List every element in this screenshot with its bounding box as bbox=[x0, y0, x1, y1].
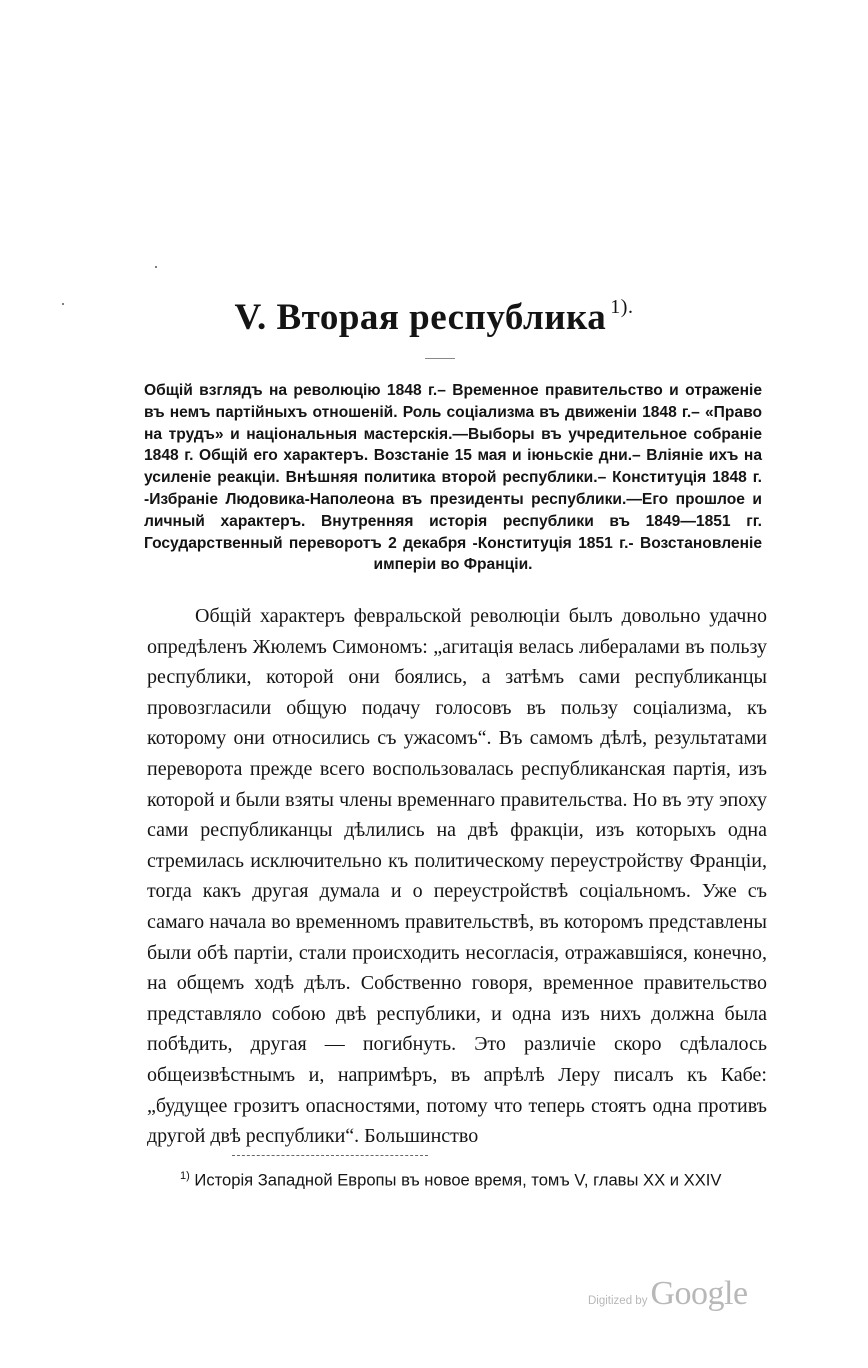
google-logo: Google bbox=[650, 1275, 748, 1312]
chapter-summary: Общій взглядъ на революцію 1848 г.– Временное правительство и отраженіе въ немъ партійныхъ отношеній. Роль соціализма въ движеніи 1848 г.– «Право на трудъ» и національныя мастерскія.—Выборы въ учредительное собраніе 1848 г. Общій его характеръ. Возстаніе 15 мая и іюньскіе дни.– Вліяніе ихъ на усиленіе реакціи. Внѣшняя политика второй республики.– Конституція 1848 г. -Избраніе Людовика-Наполеона въ президенты республики.—Его прошлое и личный характеръ. Внутренняя исторія республики въ 1849—1851 гг. Государственный переворотъ 2 декабря -Конституція 1851 г.- Возстановленіе имперіи во Франціи. bbox=[144, 382, 762, 574]
footnote-text: Исторія Западной Европы въ новое время, томъ V, главы XX и XXIV bbox=[194, 1170, 722, 1190]
digitized-watermark bbox=[588, 1275, 748, 1313]
chapter-title-text: V. Вторая республика bbox=[234, 297, 607, 338]
footnote bbox=[180, 1165, 770, 1192]
footnote-divider bbox=[232, 1155, 428, 1156]
title-divider bbox=[425, 358, 455, 359]
chapter-title bbox=[0, 296, 868, 339]
body-text bbox=[147, 601, 767, 1152]
digitized-by-label: Digitized by bbox=[588, 1295, 648, 1307]
body-paragraph: Общій характеръ февральской революціи былъ довольно удачно опредѣленъ Жюлемъ Симономъ: „агитація велась либералами въ пользу республики, которой они боялись, а затѣмъ сами республиканцы провозгласили общую подачу голосовъ въ пользу соціализма, къ которому они относились съ ужасомъ“. Въ самомъ дѣлѣ, результатами переворота прежде всего воспользовалась республиканская партія, изъ которой и были взяты члены временнаго правительства. Но въ эту эпоху сами республиканцы дѣлились на двѣ фракціи, изъ которыхъ одна стремилась исключительно къ политическому переустройству Франціи, тогда какъ другая думала и о переустройствѣ соціальномъ. Уже съ самаго начала во временномъ правительствѣ, въ которомъ представлены были обѣ партіи, стали происходить несогласія, отражавшіяся, конечно, на общемъ ходѣ дѣлъ. Собственно говоря, временное правительство представляло собою двѣ республики, и одна изъ нихъ должна была побѣдить, другая — погибнуть. Это различіе скоро сдѣлалось общеизвѣстнымъ и, напримѣръ, въ апрѣлѣ Леру писалъ къ Кабе: „будущее грозитъ опасностями, потому что теперь стоятъ одна противъ другой двѣ республики“. Большинство bbox=[147, 605, 767, 1148]
print-speck bbox=[155, 266, 157, 268]
chapter-footnote-ref: 1). bbox=[610, 296, 634, 318]
footnote-marker: 1) bbox=[180, 1170, 190, 1182]
